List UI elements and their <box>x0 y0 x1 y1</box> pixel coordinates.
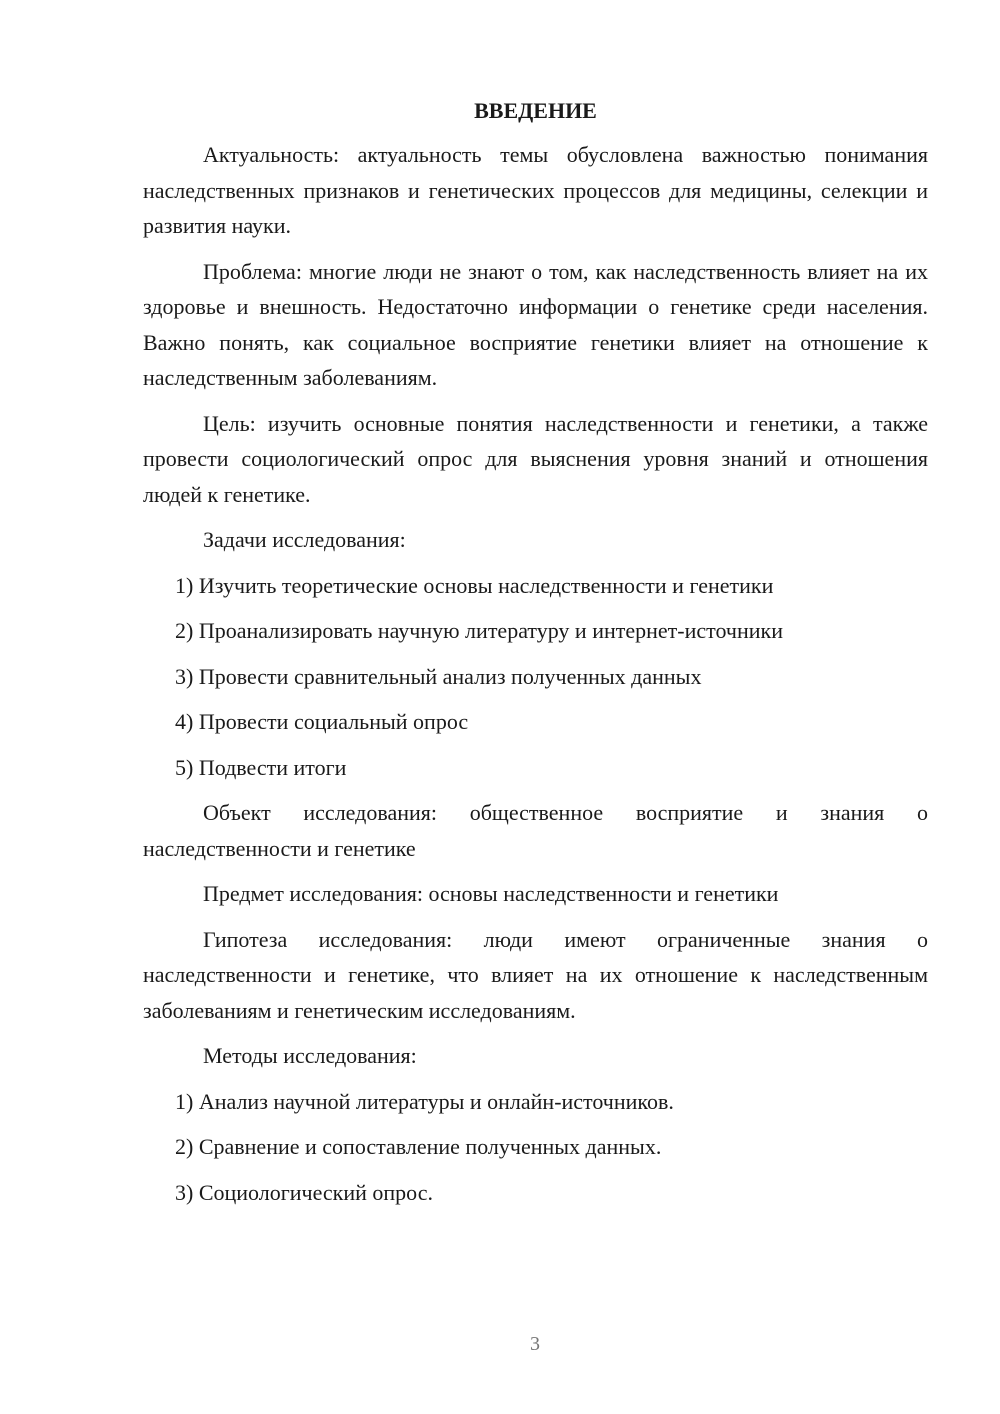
goal-paragraph: Цель: изучить основные понятия наследственности и генетики, а также провести социологический опрос для выяснения уровня знаний и отношения людей к генетике. <box>143 410 928 507</box>
method-item: 3) Социологический опрос. <box>175 1179 433 1205</box>
task-item: 3) Провести сравнительный анализ полученных данных <box>175 663 702 689</box>
relevance-paragraph: Актуальность: актуальность темы обусловлена важностью понимания наследственных признаков и генетических процессов для медицины, селекции и развития науки. <box>143 142 928 238</box>
page-content <box>143 95 928 1220</box>
methods-heading: Методы исследования: <box>203 1043 417 1068</box>
hypothesis-paragraph: Гипотеза исследования: люди имеют ограниченные знания о наследственности и генетике, что влияет на их отношение к наследственным заболеваниям и генетическим исследованиям. <box>143 926 928 1023</box>
subject-paragraph: Предмет исследования: основы наследственности и генетики <box>203 881 779 906</box>
object-paragraph: Объект исследования: общественное восприятие и знания о наследственности и генетике <box>143 800 928 861</box>
task-item: 5) Подвести итоги <box>175 754 347 780</box>
page-number: 3 <box>530 1333 540 1355</box>
task-item: 1) Изучить теоретические основы наследственности и генетики <box>175 572 774 598</box>
page-title: ВВЕДЕНИЕ <box>474 98 597 123</box>
tasks-heading: Задачи исследования: <box>203 527 406 552</box>
task-item: 2) Проанализировать научную литературу и интернет-источники <box>175 618 783 643</box>
task-item: 4) Провести социальный опрос <box>175 709 469 734</box>
method-item: 2) Сравнение и сопоставление полученных данных. <box>175 1134 662 1159</box>
problem-paragraph: Проблема: многие люди не знают о том, как наследственность влияет на их здоровье и внешность. Недостаточно информации о генетике среди населения. Важно понять, как социальное восприятие генетики влияет на отношение к наследственным заболеваниям. <box>143 258 928 390</box>
method-item: 1) Анализ научной литературы и онлайн-источников. <box>175 1088 674 1114</box>
